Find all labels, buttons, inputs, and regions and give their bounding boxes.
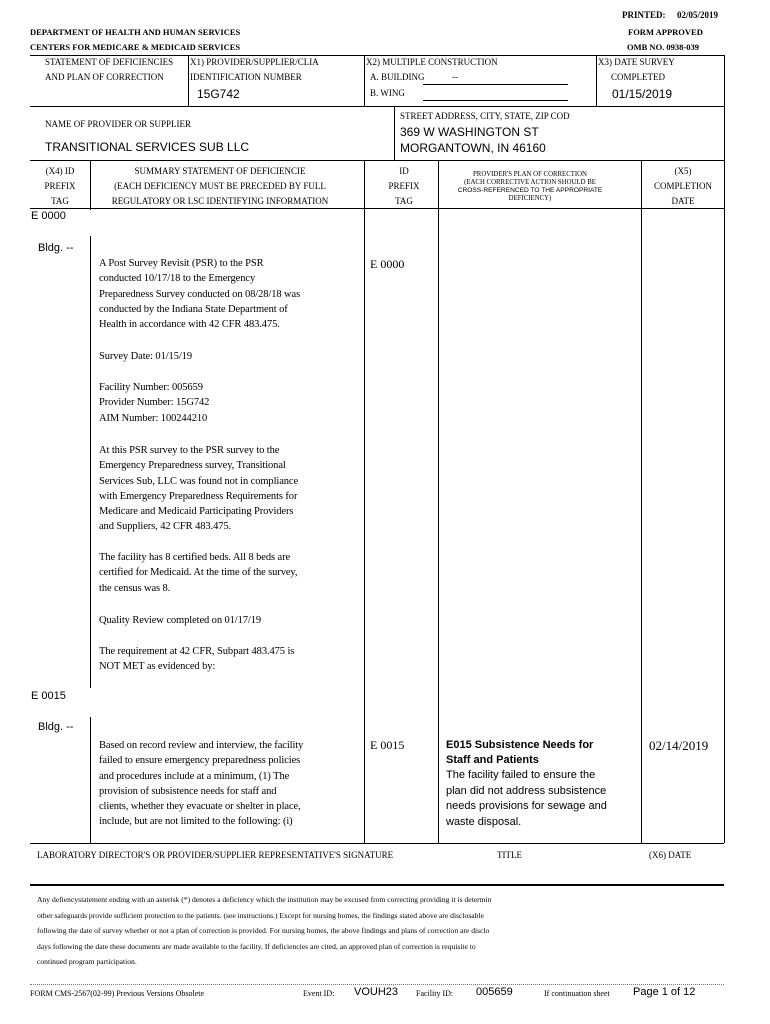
wing-label: B. WING [370, 88, 405, 98]
col-line-summary [364, 160, 365, 843]
summary-header-3: REGULATORY OR LSC IDENTIFYING INFORMATION [111, 196, 329, 206]
building-value: -- [452, 72, 458, 82]
address-street: 369 W WASHINGTON ST [400, 125, 539, 139]
building-underline [423, 84, 568, 85]
department-name: DEPARTMENT OF HEALTH AND HUMAN SERVICES [30, 27, 241, 37]
e0000-paragraph-3: Facility Number: 005659 Provider Number: 15G742 AIM Number: 100244210 [99, 382, 210, 424]
bldg-e0000: Bldg. -- [38, 242, 74, 254]
x4-header-2: PREFIX [44, 181, 76, 191]
tag-e0015: E 0015 [31, 690, 66, 702]
id-block-top-border [30, 55, 724, 56]
col-line-x4-header [90, 160, 91, 210]
wing-underline [423, 100, 568, 101]
signature-top-border [30, 843, 724, 844]
x3-label-1: X3) DATE SURVEY [598, 57, 675, 67]
summary-header-1: SUMMARY STATEMENT OF DEFICIENCIE [134, 166, 306, 176]
e0015-paragraph-1: Based on record review and interview, the facility failed to ensure emergency preparedness policies and procedures include at a minimum, (1) The provision of subsistence needs for staff and clients, whether they evacuate or shelter in place, include, but are not limited to the following: (i) [99, 740, 304, 828]
id-header-2: PREFIX [388, 181, 420, 191]
address-city: MORGANTOWN, IN 46160 [400, 141, 546, 155]
e0000-paragraph-7: The requirement at 42 CFR, Subpart 483.475 is NOT MET as evidenced by: [99, 646, 295, 673]
facility-id-label: Facility ID: [416, 989, 454, 998]
table-right-border [724, 55, 725, 843]
bldg-e0015: Bldg. -- [38, 721, 74, 733]
x4-header-1: (X4) ID [45, 166, 75, 176]
facility-id-value: 005659 [476, 986, 513, 998]
plan-header-4: DEFICIENCY) [508, 195, 552, 202]
address-label: STREET ADDRESS, CITY, STATE, ZIP COD [400, 111, 570, 121]
column-header-bottom-border [30, 208, 724, 209]
deficiency-footnote: Any defiencystatement ending with an asterisk (*) denotes a deficiency which the institution may be excused from correcting providing it is determin other safeguards provide sufficient protection to the patients. (see instructions.) Except for nursing homes, the findings stated above are disclosable following the date of survey whether or not a plan of correction is provided. For nursing homes, the above findings and plans of correction are disclo days following the date these documents are made available to the facility. If deficiencies are cited, an approved plan of correction is requisite to continued program participation. [37, 895, 492, 967]
id-block-divider-1 [188, 55, 189, 106]
x5-header-3: DATE [671, 196, 695, 206]
col-line-id [438, 160, 439, 843]
right-tag-e0000: E 0000 [370, 257, 405, 271]
x2-label: X2) MULTIPLE CONSTRUCTION [366, 57, 498, 67]
x1-label-2: IDENTIFICATION NUMBER [190, 72, 302, 82]
signature-date: (X6) DATE [649, 850, 692, 860]
plan-header-2: (EACH CORRECTIVE ACTION SHOULD BE [464, 179, 596, 186]
printed-label: PRINTED: [622, 10, 666, 20]
x5-header-1: (X5) [674, 166, 692, 176]
plan-header-1: PROVIDER'S PLAN OF CORRECTION [473, 171, 587, 178]
page-number: Page 1 of 12 [633, 986, 696, 998]
event-id-label: Event ID: [303, 989, 335, 998]
statement-label-1: STATEMENT OF DEFICIENCIES [45, 57, 174, 67]
right-tag-e0015: E 0015 [370, 738, 405, 752]
signature-bottom-border [30, 884, 724, 886]
col-line-plan [641, 160, 642, 843]
x3-label-2: COMPLETED [611, 72, 665, 82]
centers-name: CENTERS FOR MEDICARE & MEDICAID SERVICES [30, 42, 241, 52]
tag-e0000: E 0000 [31, 210, 66, 222]
plan-header-3: CROSS-REFERENCED TO THE APPROPRIATE [457, 187, 603, 194]
provider-block-divider [394, 106, 395, 160]
provider-name: TRANSITIONAL SERVICES SUB LLC [45, 140, 250, 154]
plan-body: The facility failed to ensure the plan did not address subsistence needs provisions for sewage and waste disposal. [446, 769, 607, 828]
printed-date: 02/05/2019 [677, 10, 719, 20]
x1-label-1: X1) PROVIDER/SUPPLIER/CLIA [190, 57, 319, 67]
statement-label-2: AND PLAN OF CORRECTION [45, 72, 164, 82]
continuation-label: If continuation sheet [544, 989, 610, 998]
omb-number: OMB NO. 0938-039 [627, 42, 700, 52]
plan-title-line-2: Staff and Patients [446, 754, 539, 766]
form-approved: FORM APPROVED [628, 27, 703, 37]
e0000-paragraph-5: The facility has 8 certified beds. All 8 beds are certified for Medicaid. At the time of the survey, the census was 8. [99, 552, 298, 594]
provider-name-label: NAME OF PROVIDER OR SUPPLIER [45, 119, 192, 129]
e0000-paragraph-6: Quality Review completed on 01/17/19 [99, 615, 262, 626]
building-label: A. BUILDING [370, 72, 425, 82]
id-block-bottom-border [30, 106, 724, 107]
col-line-x4-block2 [90, 717, 91, 843]
x1-value: 15G742 [197, 87, 240, 101]
x3-value: 01/15/2019 [612, 87, 673, 101]
col-line-x4-block1 [90, 236, 91, 688]
signature-label: LABORATORY DIRECTOR'S OR PROVIDER/SUPPLIER REPRESENTATIVE'S SIGNATURE [37, 850, 394, 860]
completion-date: 02/14/2019 [649, 738, 709, 753]
e0000-paragraph-2: Survey Date: 01/15/19 [99, 351, 192, 362]
id-block-divider-3 [596, 55, 597, 106]
event-id-value: VOUH23 [354, 986, 399, 998]
signature-title: TITLE [497, 850, 522, 860]
plan-title-line-1: E015 Subsistence Needs for [446, 739, 594, 751]
x4-header-3: TAG [51, 196, 69, 206]
e0000-paragraph-4: At this PSR survey to the PSR survey to the Emergency Preparedness survey, Transitional Services Sub, LLC was found not in compliance with Emergency Preparedness Requirements for Medicare and Medicaid Participating Providers and Suppliers, 42 CFR 483.475. [99, 445, 299, 533]
id-header-1: ID [399, 166, 409, 176]
id-block-divider-2 [364, 55, 365, 106]
provider-block-bottom-border [30, 160, 724, 161]
id-header-3: TAG [395, 196, 413, 206]
x5-header-2: COMPLETION [654, 181, 712, 191]
form-id: FORM CMS-2567(02-99) Previous Versions Obsolete [30, 989, 205, 998]
footer-separator [30, 984, 724, 985]
e0000-paragraph-1: A Post Survey Revisit (PSR) to the PSR conducted 10/17/18 to the Emergency Preparedness Survey conducted on 08/28/18 was conducted by the Indiana State Department of Health in accordance with 42 CFR 483.475. [99, 258, 301, 331]
summary-header-2: (EACH DEFICIENCY MUST BE PRECEDED BY FULL [114, 181, 326, 191]
